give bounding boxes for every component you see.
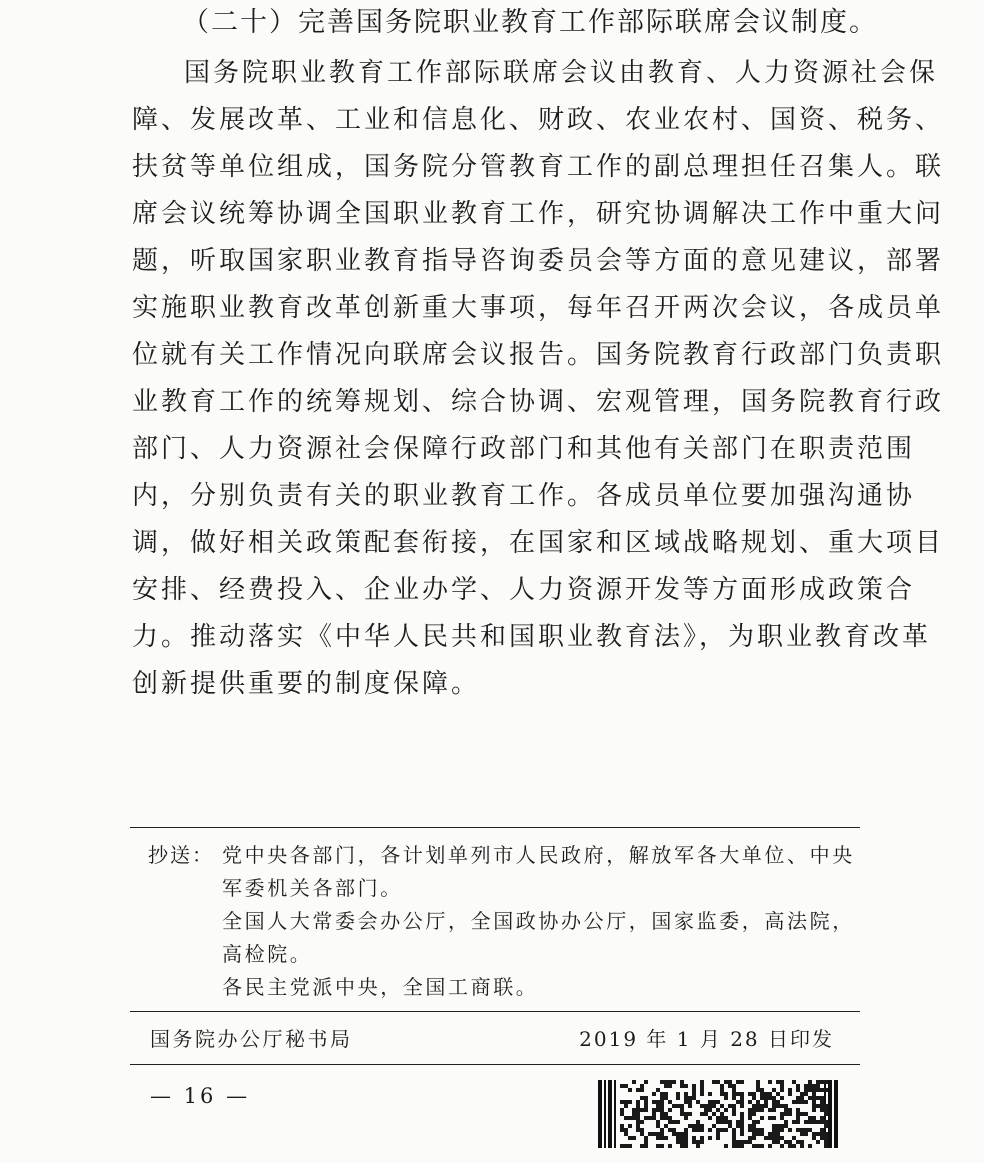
section-heading: （二十）完善国务院职业教育工作部际联席会议制度。 [182,7,878,38]
body-line-3: 扶贫等单位组成，国务院分管教育工作的副总理担任召集人。联 [132,152,945,182]
body-line-13: 力。推动落实《中华人民共和国职业教育法》，为职业教育改革 [132,622,932,652]
distribution-top-rule [130,827,860,828]
distribution-line-1: 党中央各部门，各计划单列市人民政府，解放军各大单位、中央 [222,843,855,867]
distribution-line-3: 全国人大常委会办公厅，全国政协办公厅，国家监委，高法院， [222,909,855,933]
body-line-7: 位就有关工作情况向联席会议报告。国务院教育行政部门负责职 [132,340,945,370]
distribution-line-4: 高检院。 [222,942,313,966]
footer-rule [130,1064,860,1065]
issuing-office: 国务院办公厅秘书局 [150,1027,353,1051]
body-line-8: 业教育工作的统筹规划、综合协调、宏观管理，国务院教育行政 [132,387,945,417]
distribution-line-2: 军委机关各部门。 [222,876,403,900]
print-date: 2019 年 1 月 28 日印发 [579,1027,834,1051]
body-line-11: 调，做好相关政策配套衔接，在国家和区域战略规划、重大项目 [132,528,945,558]
barcode-icon [598,1080,838,1148]
body-line-9: 部门、人力资源社会保障行政部门和其他有关部门在职责范围 [132,434,916,464]
body-line-14: 创新提供重要的制度保障。 [132,669,481,699]
body-line-10: 内，分别负责有关的职业教育工作。各成员单位要加强沟通协 [132,481,916,511]
page-number: — 16 — [150,1084,251,1108]
body-line-4: 席会议统筹协调全国职业教育工作，研究协调解决工作中重大问 [132,199,945,229]
distribution-line-5: 各民主党派中央，全国工商联。 [222,975,539,999]
body-line-6: 实施职业教育改革创新重大事项，每年召开两次会议，各成员单 [132,293,945,323]
body-line-5: 题，听取国家职业教育指导咨询委员会等方面的意见建议，部署 [132,246,945,276]
distribution-label: 抄送： [148,843,214,867]
body-line-2: 障、发展改革、工业和信息化、财政、农业农村、国资、税务、 [132,105,945,135]
distribution-bottom-rule [130,1011,860,1012]
body-line-12: 安排、经费投入、企业办学、人力资源开发等方面形成政策合 [132,575,916,605]
body-line-1: 国务院职业教育工作部际联席会议由教育、人力资源社会保 [184,58,939,88]
